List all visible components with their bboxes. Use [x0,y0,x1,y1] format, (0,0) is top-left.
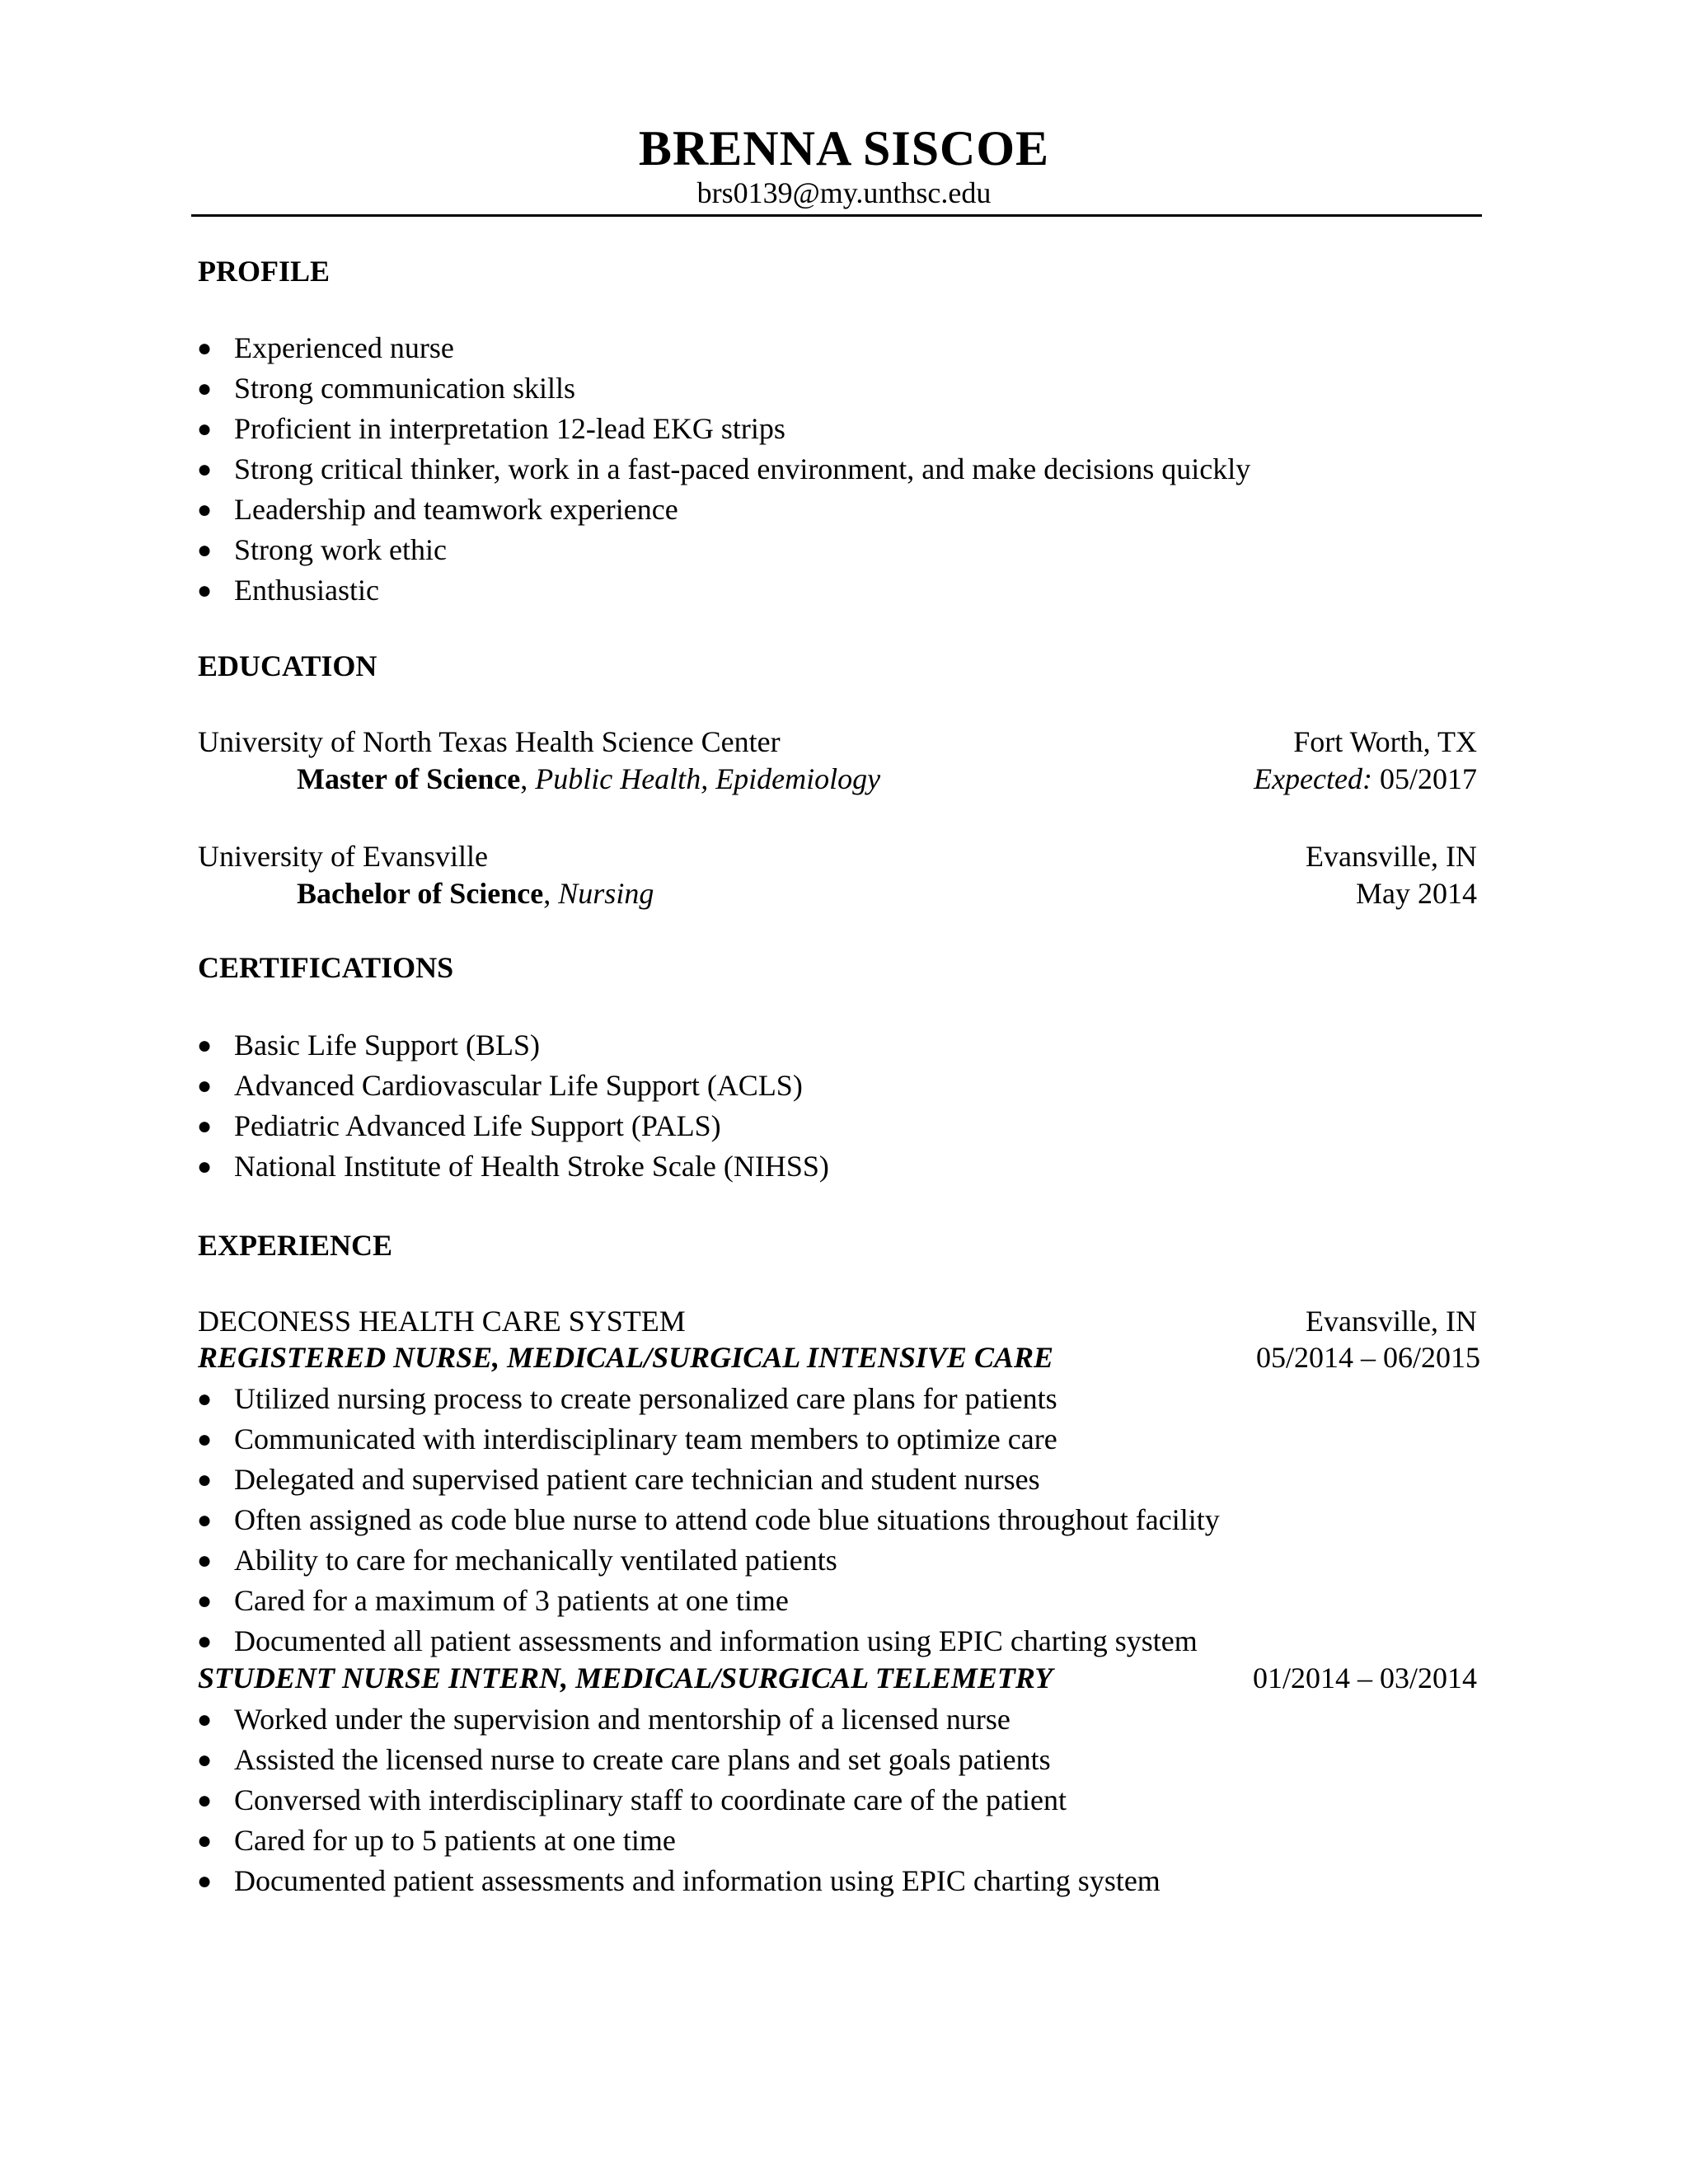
degree-date: Expected: 05/2017 [1254,762,1477,795]
list-item: ● Assisted the licensed nurse to create care plans and set goals patients [196,1740,1160,1780]
section-heading-education: EDUCATION [198,649,377,682]
position-dates: 05/2014 – 06/2015 [1255,1341,1480,1374]
bullet-icon: ● [196,415,213,443]
list-item: ● Pediatric Advanced Life Support (PALS) [196,1106,829,1146]
list-item: ● Proficient in interpretation 12-lead EKG strips [196,409,1250,449]
list-item: ● Strong critical thinker, work in a fast-paced environment, and make decisions quickly [196,449,1250,490]
list-item: ● Strong work ethic [196,530,1250,570]
position-duties-list [196,1379,1220,1661]
degree-field: Public Health, Epidemiology [535,762,881,795]
list-item: ● Often assigned as code blue nurse to attend code blue situations throughout facility [196,1500,1220,1540]
position-title: REGISTERED NURSE, MEDICAL/SURGICAL INTENSIVE CARE [198,1341,1053,1374]
list-item: ● Basic Life Support (BLS) [196,1025,829,1066]
bullet-icon: ● [196,1706,213,1733]
list-item: ● Enthusiastic [196,570,1250,611]
bullet-icon: ● [196,1507,213,1534]
bullet-icon: ● [196,537,213,564]
list-item: ● Documented patient assessments and information using EPIC charting system [196,1861,1160,1901]
school-name: University of Evansville [198,840,488,873]
school-name: University of North Texas Health Science Center [198,725,781,758]
bullet-icon: ● [196,1628,213,1655]
bullet-icon: ● [196,496,213,523]
degree-line: Master of Science, Public Health, Epidemiology [297,762,881,795]
employer-location: Evansville, IN [1306,1305,1477,1338]
section-heading-experience: EXPERIENCE [198,1229,393,1262]
degree-field: Nursing [558,877,654,910]
list-item: ● Communicated with interdisciplinary team members to optimize care [196,1419,1220,1460]
bullet-icon: ● [196,1032,213,1059]
bullet-icon: ● [196,1787,213,1814]
candidate-name: BRENNA SISCOE [638,121,1050,176]
bullet-icon: ● [196,577,213,604]
bullet-icon: ● [196,1868,213,1895]
list-item: ● Cared for a maximum of 3 patients at one time [196,1581,1220,1621]
education-degree-row [198,874,1477,912]
list-item: ● Leadership and teamwork experience [196,490,1250,530]
contact-email[interactable]: brs0139@my.unthsc.edu [696,176,992,209]
education-school-row [198,837,1477,875]
bullet-icon: ● [196,1153,213,1180]
section-heading-certifications: CERTIFICATIONS [198,951,454,984]
school-location: Fort Worth, TX [1293,725,1477,758]
bullet-icon: ● [196,1547,213,1574]
education-school-row [198,723,1477,761]
bullet-icon: ● [196,335,213,362]
list-item: ● Conversed with interdisciplinary staff to coordinate care of the patient [196,1780,1160,1821]
certifications-list [196,1025,829,1187]
list-item: ● Experienced nurse [196,328,1250,368]
list-item: ● Documented all patient assessments and information using EPIC charting system [196,1621,1220,1661]
bullet-icon: ● [196,1827,213,1854]
bullet-icon: ● [196,456,213,483]
bullet-icon: ● [196,1466,213,1493]
employer-name: DECONESS HEALTH CARE SYSTEM [198,1305,686,1338]
date-label: Expected: [1254,762,1372,795]
list-item: ● Cared for up to 5 patients at one time [196,1821,1160,1861]
bullet-icon: ● [196,1587,213,1615]
degree-date: May 2014 [1356,877,1477,910]
list-item: ● Utilized nursing process to create personalized care plans for patients [196,1379,1220,1419]
bullet-icon: ● [196,1746,213,1774]
list-item: ● Delegated and supervised patient care technician and student nurses [196,1460,1220,1500]
degree-line: Bachelor of Science, Nursing [297,877,654,910]
education-degree-row [198,760,1477,798]
position-dates: 01/2014 – 03/2014 [1252,1661,1477,1694]
position-duties-list [196,1699,1160,1901]
profile-list [196,328,1250,611]
list-item: ● Ability to care for mechanically ventilated patients [196,1540,1220,1581]
bullet-icon: ● [196,375,213,402]
bullet-icon: ● [196,1072,213,1099]
list-item: ● Worked under the supervision and mentorship of a licensed nurse [196,1699,1160,1740]
degree-name: Master of Science [297,762,521,795]
school-location: Evansville, IN [1306,840,1477,873]
list-item: ● Advanced Cardiovascular Life Support (ACLS) [196,1066,829,1106]
list-item: ● Strong communication skills [196,368,1250,409]
employer-row [198,1302,1477,1340]
bullet-icon: ● [196,1113,213,1140]
degree-name: Bachelor of Science [297,877,544,910]
header-divider [191,214,1482,217]
bullet-icon: ● [196,1426,213,1453]
list-item: ● National Institute of Health Stroke Scale (NIHSS) [196,1146,829,1187]
position-title-row [198,1659,1477,1697]
section-heading-profile: PROFILE [198,255,331,288]
bullet-icon: ● [196,1385,213,1413]
position-title: STUDENT NURSE INTERN, MEDICAL/SURGICAL TELEMETRY [198,1661,1053,1694]
position-title-row [198,1338,1480,1376]
